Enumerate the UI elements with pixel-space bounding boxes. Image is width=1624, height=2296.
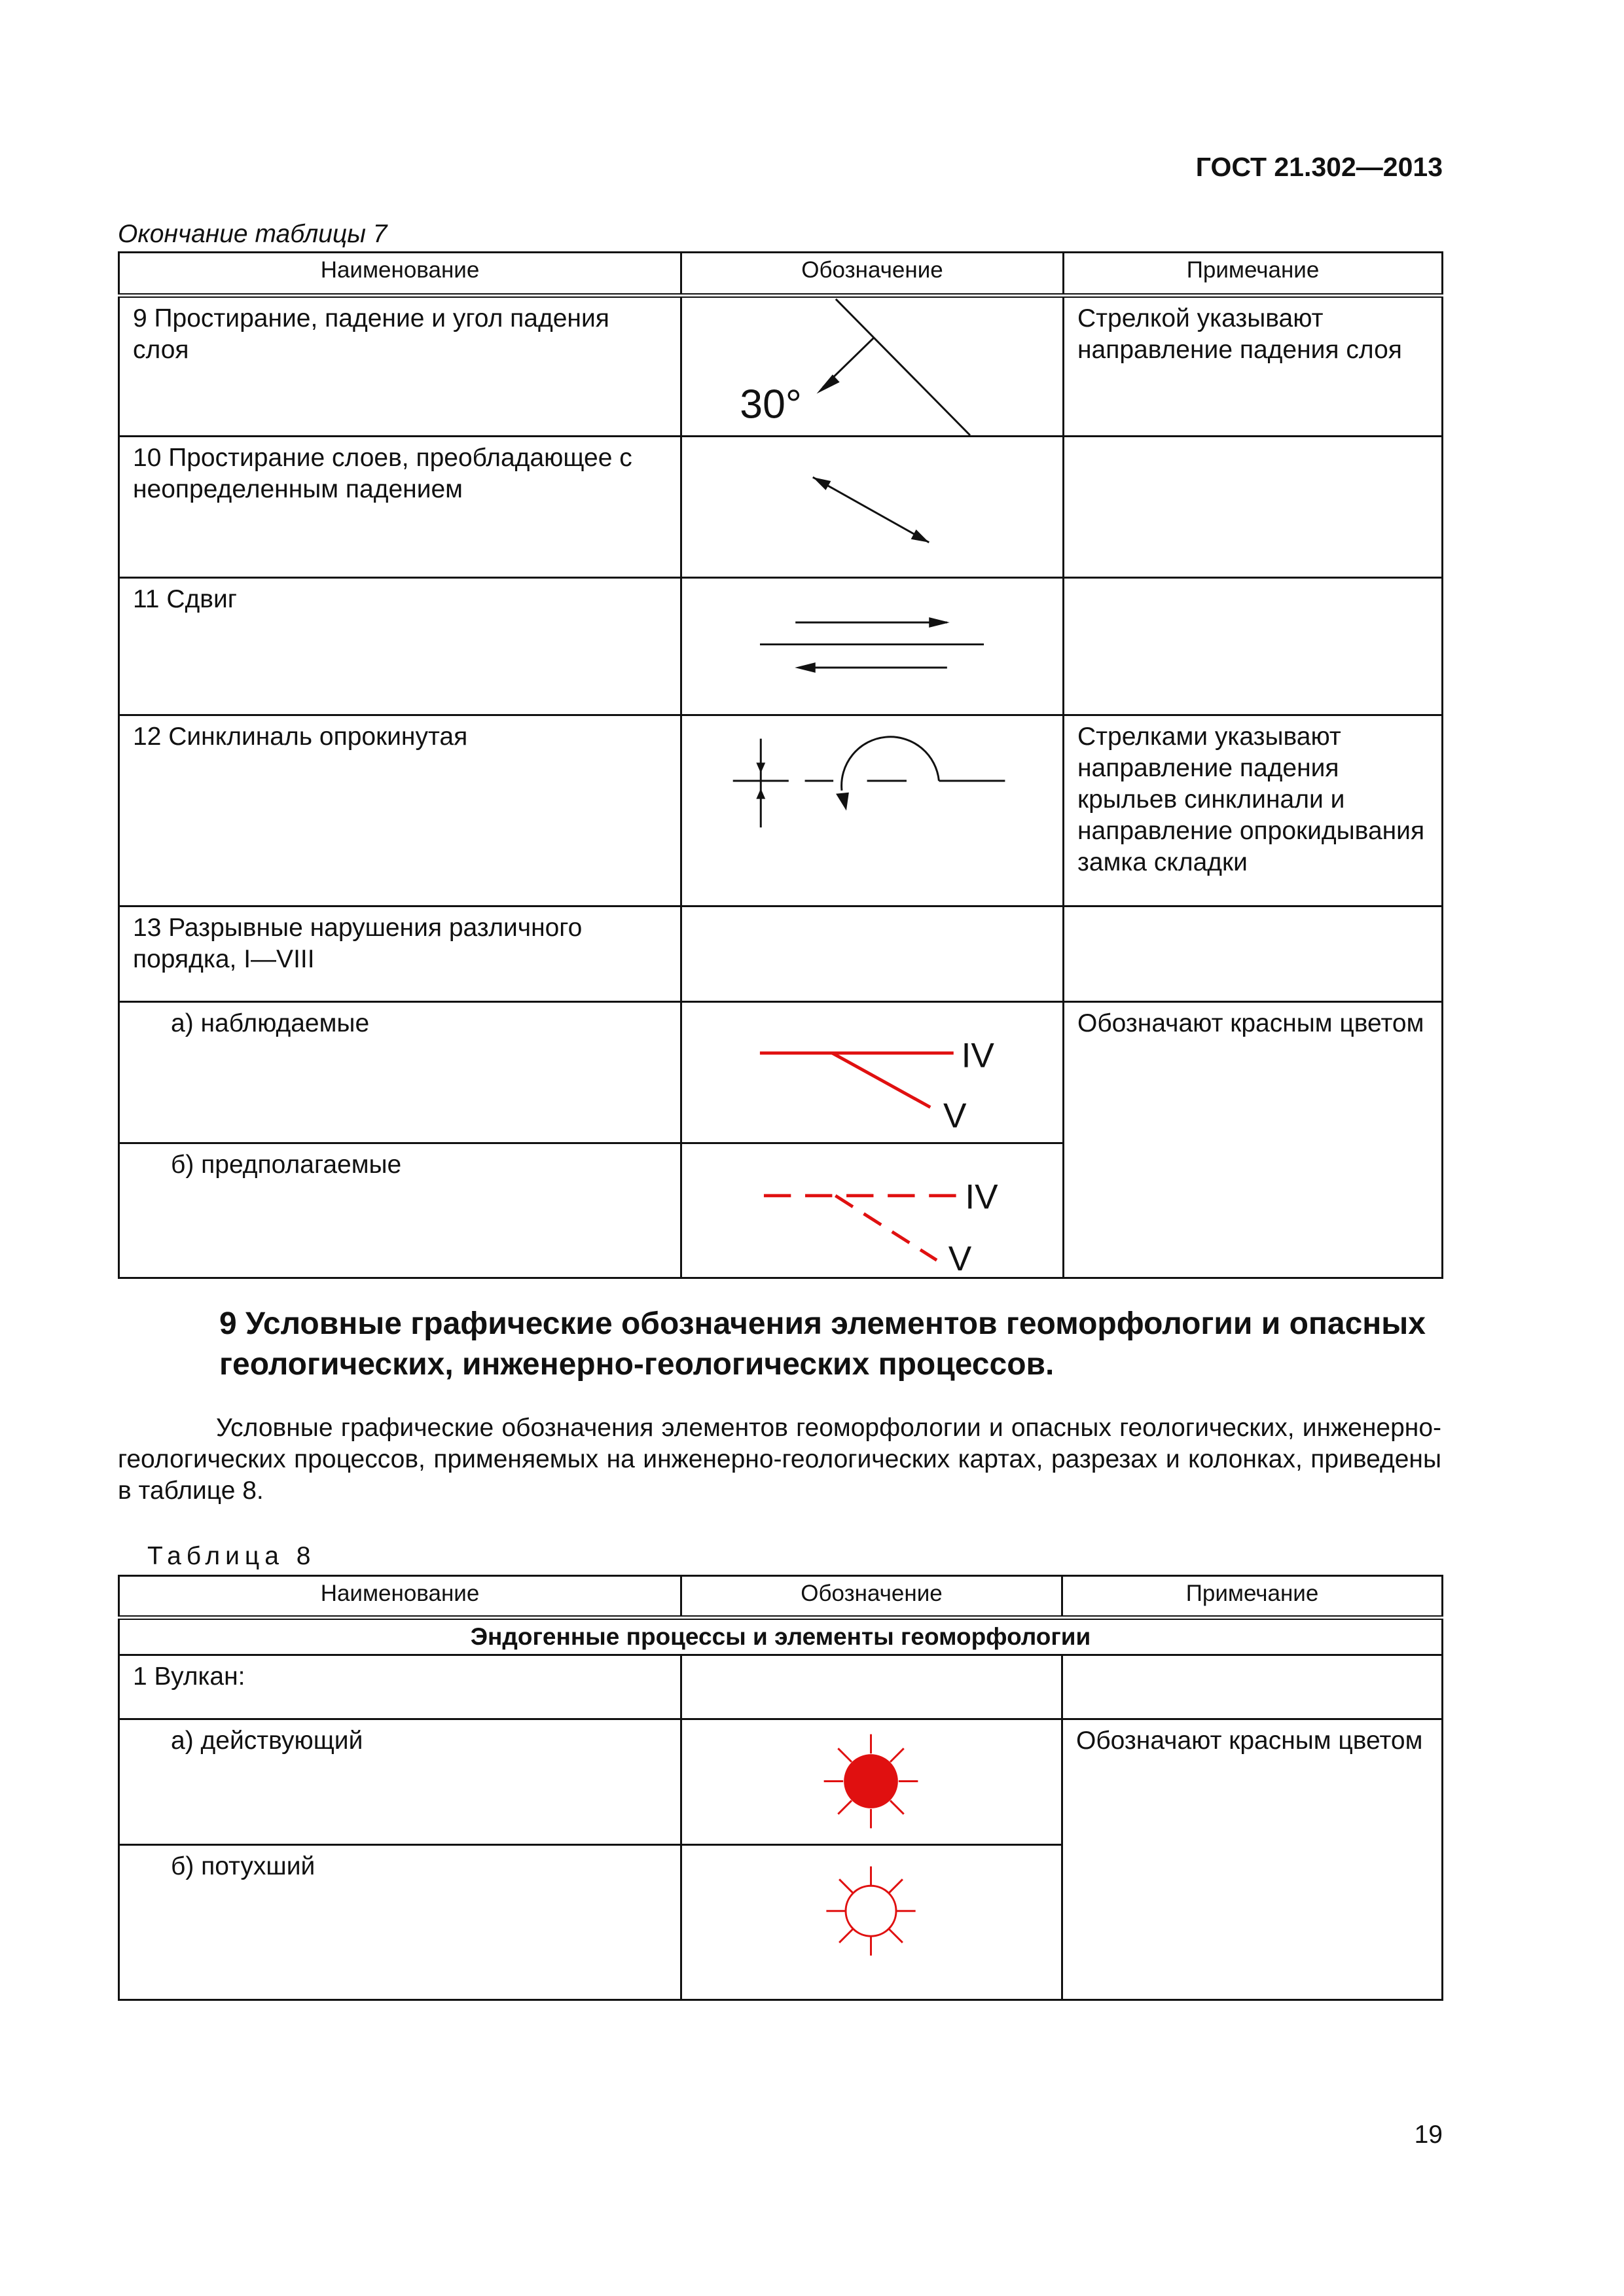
table-row — [119, 1845, 1443, 2000]
shear-icon — [682, 579, 1062, 714]
fault-label-v: V — [948, 1240, 972, 1277]
row-name: а) наблюдаемые — [119, 1002, 681, 1143]
row-note: Стрелкой указывают направление падения слоя — [1064, 296, 1443, 437]
column-header-name: Наименование — [119, 1576, 681, 1618]
table-row — [119, 1719, 1443, 1845]
row-name: 13 Разрывные нарушения различного порядка, I—VIII — [119, 906, 681, 1002]
table-8 — [118, 1575, 1443, 2001]
fault-label-v: V — [943, 1096, 967, 1136]
page-number: 19 — [1414, 2121, 1443, 2149]
table8-group-row — [119, 1618, 1443, 1655]
extinct-volcano-icon — [682, 1846, 1061, 1999]
fault-label-iv: IV — [961, 1036, 994, 1075]
document-number: ГОСТ 21.302—2013 — [1195, 152, 1443, 182]
empty-symbol-cell — [681, 1655, 1062, 1719]
volcano-active-symbol — [681, 1719, 1062, 1845]
group-title: Эндогенные процессы и элементы геоморфологии — [119, 1618, 1443, 1655]
row-name: 1 Вулкан: — [119, 1655, 681, 1719]
row-note: Стрелками указывают направление падения крыльев синклинали и направление опрокидывания замка складки — [1064, 715, 1443, 906]
row-note — [1064, 1143, 1443, 1278]
row-name: 10 Простирание слоев, преобладающее с неопределенным падением — [119, 437, 681, 578]
dip-angle-label: 30° — [740, 381, 802, 427]
row-note — [1064, 578, 1443, 715]
row-note: Обозначают красным цветом — [1062, 1719, 1443, 1845]
table-row — [119, 437, 1443, 578]
strike-dip-symbol — [681, 296, 1064, 437]
section-heading-text: 9 Условные графические обозначения элементов геоморфологии и опасных геологических, инженерно-геологических процессов. — [219, 1306, 1426, 1382]
table-row — [119, 906, 1443, 1002]
section-paragraph: Условные графические обозначения элементов геоморфологии и опасных геологических, инженерно-геологических процессов, применяемых на инженерно-геологических картах, разрезах и колонках, приведены в таблице 8. — [118, 1414, 1441, 1505]
table7-caption: Окончание таблицы 7 — [118, 220, 388, 248]
row-name: 12 Синклиналь опрокинутая — [119, 715, 681, 906]
double-arrow-icon — [682, 437, 1062, 577]
row-note: Обозначают красным цветом — [1064, 1002, 1443, 1143]
table-row — [119, 1143, 1443, 1278]
strike-dip-icon — [682, 298, 1062, 435]
overturned-syncline-icon — [682, 716, 1062, 905]
active-volcano-icon — [682, 1720, 1061, 1844]
assumed-faults-icon — [682, 1144, 1062, 1277]
table-row — [119, 1655, 1443, 1719]
row-name: 9 Простирание, падение и угол падения слоя — [119, 296, 681, 437]
shear-symbol — [681, 578, 1064, 715]
table8-caption: Таблица 8 — [147, 1542, 316, 1570]
column-header-name: Наименование — [119, 253, 681, 296]
overturned-syncline-symbol — [681, 715, 1064, 906]
row-name: а) действующий — [119, 1719, 681, 1845]
row-note — [1062, 1655, 1443, 1719]
table-row — [119, 715, 1443, 906]
column-header-symbol: Обозначение — [681, 1576, 1062, 1618]
empty-symbol-cell — [681, 906, 1064, 1002]
observed-faults-symbol — [681, 1002, 1064, 1143]
volcano-extinct-symbol — [681, 1845, 1062, 2000]
column-header-symbol: Обозначение — [681, 253, 1064, 296]
row-note — [1064, 906, 1443, 1002]
table-row — [119, 296, 1443, 437]
row-note — [1064, 437, 1443, 578]
table-row — [119, 578, 1443, 715]
observed-faults-icon — [682, 1003, 1062, 1142]
row-name: б) потухший — [119, 1845, 681, 2000]
strike-undetermined-symbol — [681, 437, 1064, 578]
column-header-note: Примечание — [1064, 253, 1443, 296]
row-note — [1062, 1845, 1443, 2000]
column-header-note: Примечание — [1062, 1576, 1443, 1618]
table-7 — [118, 251, 1443, 1279]
fault-label-iv: IV — [965, 1177, 998, 1217]
table8-header-row — [119, 1576, 1443, 1618]
row-name: 11 Сдвиг — [119, 578, 681, 715]
section-heading — [118, 1304, 1441, 1385]
table7-header-row — [119, 253, 1443, 296]
assumed-faults-symbol — [681, 1143, 1064, 1278]
table-row — [119, 1002, 1443, 1143]
row-name: б) предполагаемые — [119, 1143, 681, 1278]
